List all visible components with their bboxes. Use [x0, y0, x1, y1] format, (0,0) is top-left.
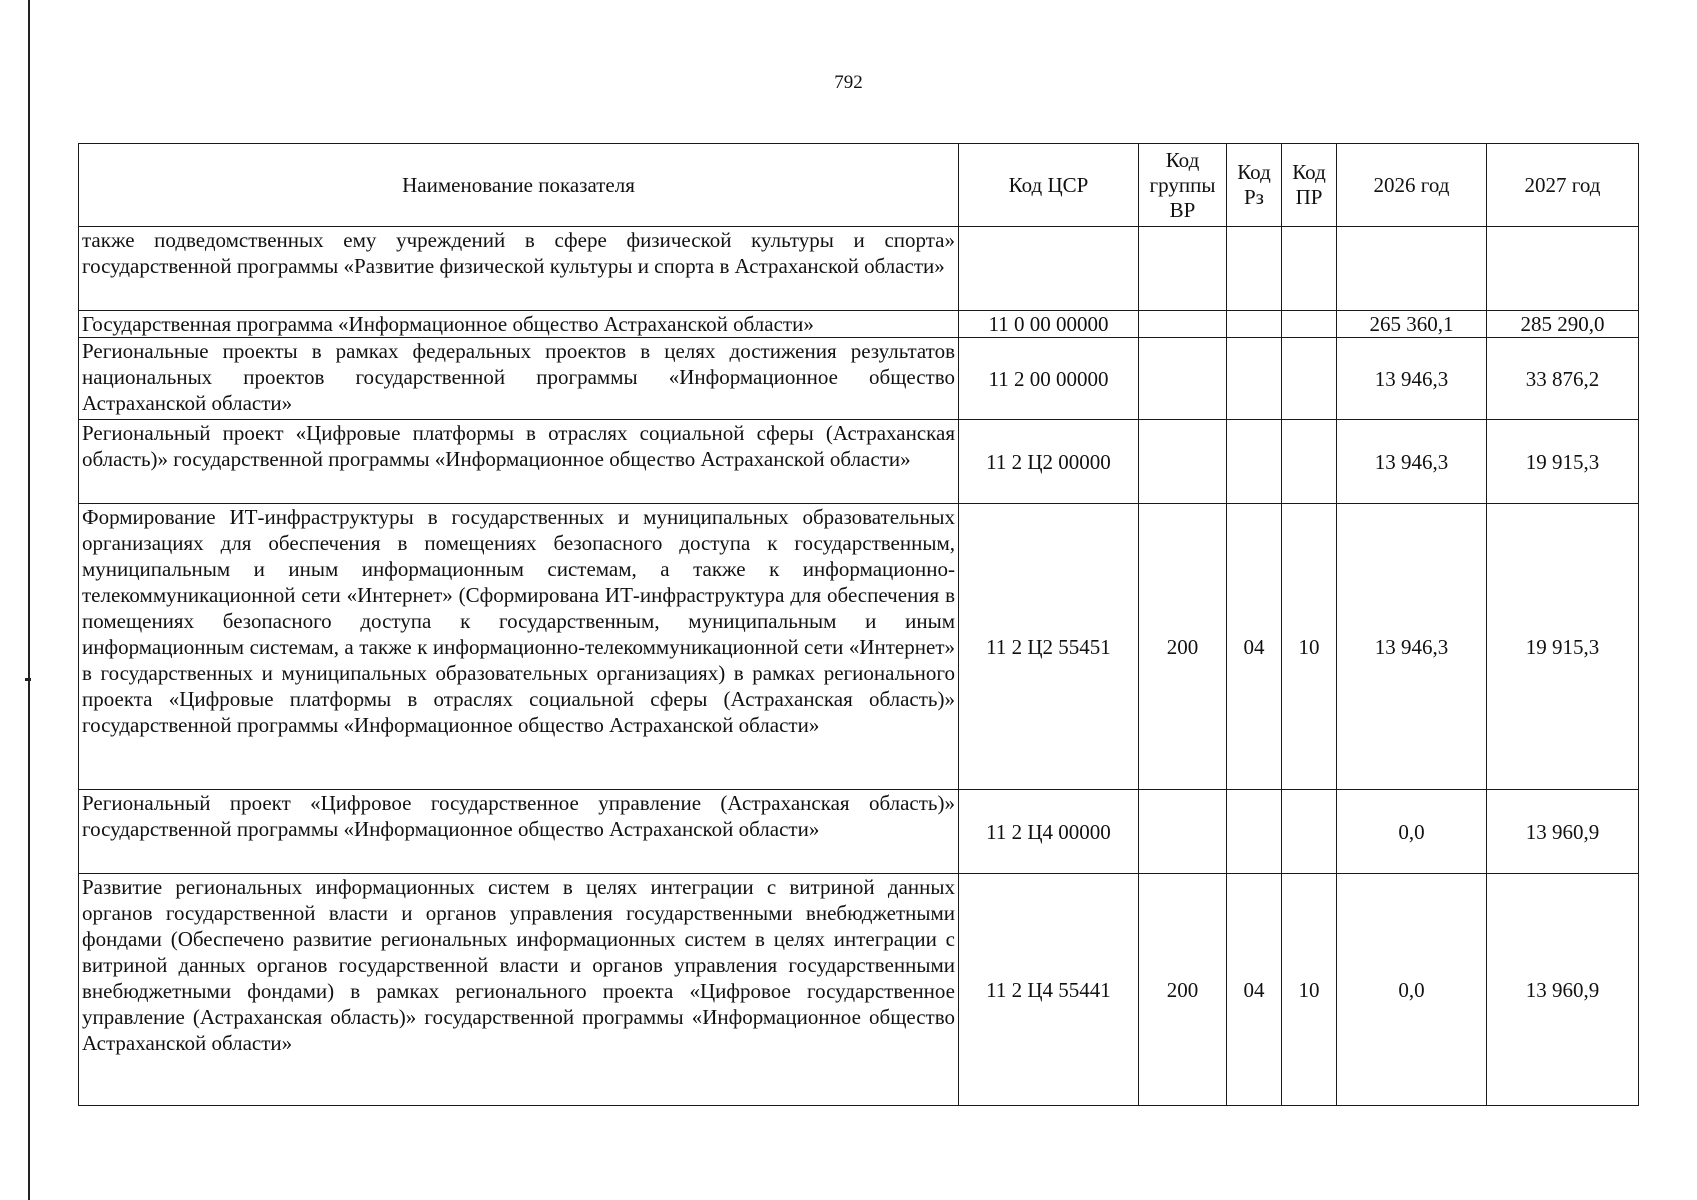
row-pr [1282, 420, 1337, 504]
row-pr [1282, 311, 1337, 338]
row-vr [1139, 311, 1227, 338]
row-2026 [1337, 227, 1487, 311]
table-row [79, 790, 1639, 874]
row-name: Развитие региональных информационных систем в целях интеграции с витриной данных органов государственной власти и органов управления государственными внебюджетными фондами (Обеспечено развитие региональных информационных систем в целях интеграции с витриной данных органов государственной власти и органов управления государственными внебюджетными фондами) в рамках регионального проекта «Цифровое государственное управление (Астраханская область)» государственной программы «Информационное общество Астраханской области» [79, 874, 959, 1106]
row-pr [1282, 338, 1337, 420]
row-2027 [1487, 227, 1639, 311]
header-2026: 2026 год [1337, 144, 1487, 227]
table-row [79, 227, 1639, 311]
header-2027: 2027 год [1487, 144, 1639, 227]
row-csr: 11 0 00 00000 [959, 311, 1139, 338]
row-2026: 265 360,1 [1337, 311, 1487, 338]
header-row [79, 144, 1639, 227]
header-name: Наименование показателя [79, 144, 959, 227]
row-rz [1227, 420, 1282, 504]
row-vr: 200 [1139, 874, 1227, 1106]
scan-edge-mark [25, 678, 31, 681]
row-csr: 11 2 00 00000 [959, 338, 1139, 420]
table-row [79, 874, 1639, 1106]
table-body [79, 227, 1639, 1106]
row-name: Региональные проекты в рамках федеральных проектов в целях достижения результатов национальных проектов государственной программы «Информационное общество Астраханской области» [79, 338, 959, 420]
row-2027: 285 290,0 [1487, 311, 1639, 338]
row-2027: 13 960,9 [1487, 874, 1639, 1106]
table-row [79, 338, 1639, 420]
row-name: Региональный проект «Цифровые платформы в отраслях социальной сферы (Астраханская область)» государственной программы «Информационное общество Астраханской области» [79, 420, 959, 504]
row-2026: 0,0 [1337, 874, 1487, 1106]
budget-table [78, 143, 1639, 1106]
row-2027: 19 915,3 [1487, 504, 1639, 790]
row-rz: 04 [1227, 874, 1282, 1106]
row-csr: 11 2 Ц2 00000 [959, 420, 1139, 504]
row-pr [1282, 790, 1337, 874]
row-pr [1282, 227, 1337, 311]
header-vr: Код группы ВР [1139, 144, 1227, 227]
row-2027: 13 960,9 [1487, 790, 1639, 874]
header-csr: Код ЦСР [959, 144, 1139, 227]
row-2027: 19 915,3 [1487, 420, 1639, 504]
row-2027: 33 876,2 [1487, 338, 1639, 420]
row-pr: 10 [1282, 874, 1337, 1106]
row-rz [1227, 311, 1282, 338]
row-name: также подведомственных ему учреждений в сфере физической культуры и спорта» государственной программы «Развитие физической культуры и спорта в Астраханской области» [79, 227, 959, 311]
row-rz: 04 [1227, 504, 1282, 790]
scan-edge-line [28, 0, 30, 1200]
row-rz [1227, 338, 1282, 420]
row-name: Формирование ИТ-инфраструктуры в государственных и муниципальных образовательных организациях для обеспечения в помещениях безопасного доступа к государственным, муниципальным и иным информационным системам, а также к информационно-телекоммуникационной сети «Интернет» (Сформирована ИТ-инфраструктура для обеспечения в помещениях безопасного доступа к государственным, муниципальным и иным информационным системам, а также к информационно-телекоммуникационной сети «Интернет» в государственных и муниципальных образовательных организациях) в рамках регионального проекта «Цифровые платформы в отраслях социальной сферы (Астраханская область)» государственной программы «Информационное общество Астраханской области» [79, 504, 959, 790]
row-2026: 13 946,3 [1337, 338, 1487, 420]
header-rz: Код Рз [1227, 144, 1282, 227]
table-row [79, 311, 1639, 338]
row-vr [1139, 227, 1227, 311]
table-row [79, 504, 1639, 790]
row-vr: 200 [1139, 504, 1227, 790]
row-rz [1227, 790, 1282, 874]
row-csr: 11 2 Ц4 55441 [959, 874, 1139, 1106]
row-2026: 13 946,3 [1337, 420, 1487, 504]
row-csr [959, 227, 1139, 311]
row-vr [1139, 338, 1227, 420]
row-vr [1139, 420, 1227, 504]
row-vr [1139, 790, 1227, 874]
table-header [79, 144, 1639, 227]
row-csr: 11 2 Ц2 55451 [959, 504, 1139, 790]
page-number: 792 [834, 72, 863, 93]
row-csr: 11 2 Ц4 00000 [959, 790, 1139, 874]
row-rz [1227, 227, 1282, 311]
row-name: Государственная программа «Информационное общество Астраханской области» [79, 311, 959, 338]
row-2026: 0,0 [1337, 790, 1487, 874]
header-pr: Код ПР [1282, 144, 1337, 227]
row-pr: 10 [1282, 504, 1337, 790]
row-name: Региональный проект «Цифровое государственное управление (Астраханская область)» государственной программы «Информационное общество Астраханской области» [79, 790, 959, 874]
row-2026: 13 946,3 [1337, 504, 1487, 790]
table-row [79, 420, 1639, 504]
